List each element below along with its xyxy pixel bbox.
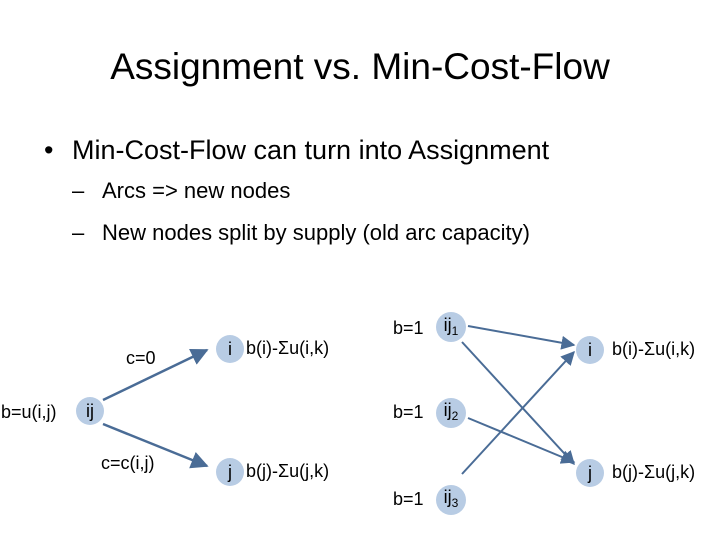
supply-j-right: b(j)-Σu(j,k) [612, 462, 696, 482]
dash-icon: – [72, 220, 85, 245]
dash-icon: – [72, 178, 85, 203]
bullet-main-text: Min-Cost-Flow can turn into Assignment [72, 135, 550, 165]
sub-bullet-text: New nodes split by supply (old arc capacity) [102, 220, 530, 245]
supply-ij2: b=1 [393, 402, 424, 422]
node-ij2-label: $ij_2$ [443, 400, 459, 423]
node-j-left-label: j [228, 462, 232, 482]
node-j-right-label: j [588, 463, 592, 483]
slide-title: Assignment vs. Min-Cost-Flow [110, 46, 610, 87]
edge-ij2-to-j [468, 418, 574, 462]
cost-label-cij: c=c(i,j) [101, 453, 155, 473]
supply-ij3: b=1 [393, 489, 424, 509]
cost-label-c0: c=0 [126, 348, 156, 368]
bullet-dot-icon: • [44, 135, 54, 165]
edge-ij1-to-j [462, 342, 574, 464]
supply-i-right: b(i)-Σu(i,k) [612, 339, 696, 359]
supply-ij: b=u(i,j) [1, 402, 57, 422]
supply-j-left: b(j)-Σu(j,k) [246, 461, 330, 481]
node-i-left-label: i [228, 339, 232, 359]
node-i-right-label: i [588, 340, 592, 360]
node-ij1-label: $ij_1$ [443, 315, 459, 338]
sub-bullet-text: Arcs => new nodes [102, 178, 291, 203]
edge-ij1-to-i [468, 326, 574, 345]
supply-ij1: b=1 [393, 318, 424, 338]
node-ij-label: ij [86, 401, 94, 421]
node-ij3-label: $ij_3$ [443, 487, 459, 510]
supply-i-left: b(i)-Σu(i,k) [246, 338, 330, 358]
